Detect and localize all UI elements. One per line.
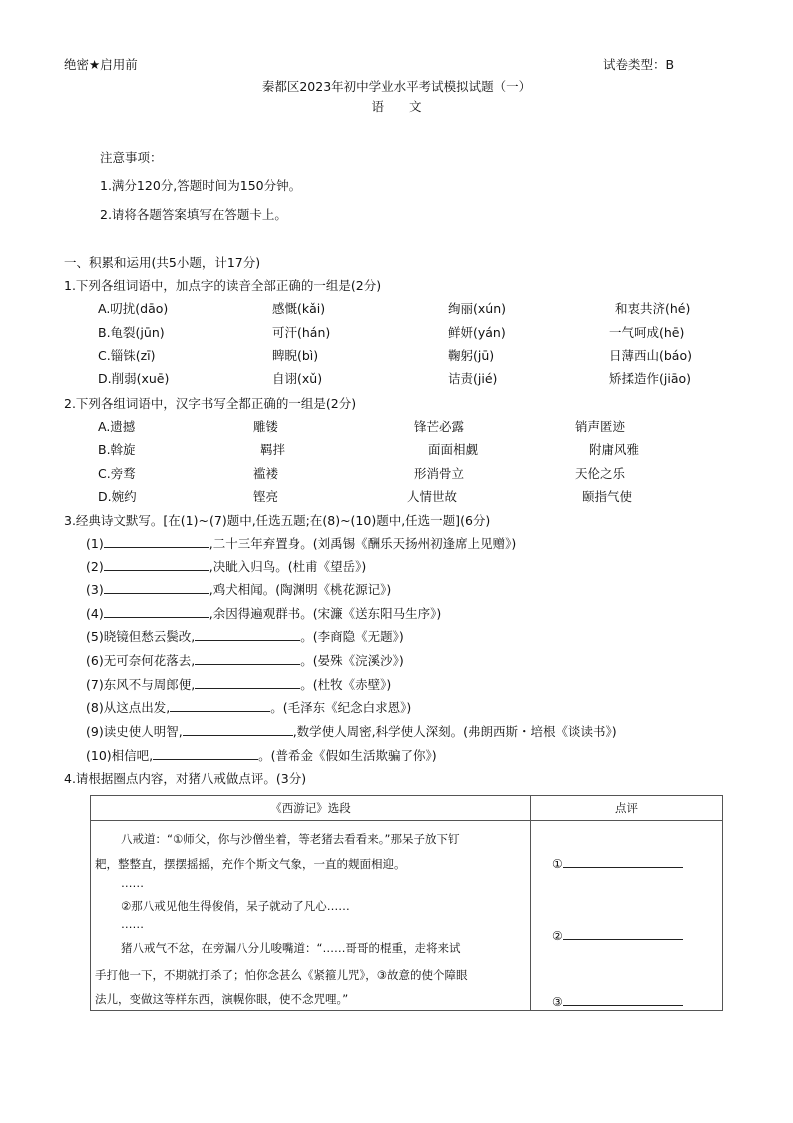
q1-option-c3: 鞠躬(jū) <box>448 348 495 363</box>
q2-option-b3: 面面相觑 <box>428 442 479 457</box>
q4-stem: 4.请根据圈点内容，对猪八戒做点评。(3分) <box>64 771 307 786</box>
q2-option-c1: C.旁骛 <box>98 466 136 481</box>
q1-option-b1: B.龟裂(jūn) <box>98 325 165 340</box>
q3-item-7: (7)东风不与周郎便, 。(杜牧《赤壁》) <box>86 677 392 692</box>
q2-option-d3: 人情世故 <box>407 489 458 504</box>
answer-blank[interactable] <box>563 927 683 940</box>
comment-answer-3: ③ <box>552 993 683 1009</box>
q3-item-5: (5)晓镜但愁云鬓改, 。(李商隐《无题》) <box>86 629 404 644</box>
notice-heading: 注意事项： <box>100 150 163 165</box>
comment-answer-1: ① <box>552 855 683 871</box>
excerpt-line: 猪八戒气不忿，在旁漏八分儿唆嘴道：“……哥哥的棍重，走将来试 <box>121 941 461 955</box>
q1-option-b4: 一气呵成(hē) <box>609 325 685 340</box>
q1-option-c1: C.锱铢(zī) <box>98 348 156 363</box>
excerpt-line: …… <box>121 876 144 890</box>
q3-item-6: (6)无可奈何花落去, 。(晏殊《浣溪沙》) <box>86 653 404 668</box>
q1-option-c2: 睥睨(bì) <box>272 348 319 363</box>
q3-item-10: (10)相信吧, 。(普希金《假如生活欺骗了你》) <box>86 748 437 763</box>
section-title: 一、积累和运用(共5小题，计17分) <box>64 255 261 270</box>
q3-item-4: (4) ,余因得遍观群书。(宋濂《送东阳马生序》) <box>86 606 442 621</box>
answer-blank[interactable] <box>104 581 209 594</box>
q1-stem: 1.下列各组词语中，加点字的读音全部正确的一组是(2分) <box>64 278 382 293</box>
q1-option-d1: D.削弱(xuē) <box>98 371 170 386</box>
q3-stem: 3.经典诗文默写。[在(1)~(7)题中,任选五题;在(8)~(10)题中,任选一题](6分) <box>64 513 491 528</box>
answer-blank[interactable] <box>563 855 683 868</box>
q2-option-c3: 形消骨立 <box>414 466 465 481</box>
q2-option-d4: 颐指气使 <box>582 489 633 504</box>
q2-option-c4: 天伦之乐 <box>575 466 626 481</box>
q2-option-b4: 附庸风雅 <box>589 442 640 457</box>
subject-title: 语 文 <box>371 99 422 114</box>
answer-blank[interactable] <box>195 628 300 641</box>
q1-option-d3: 诘责(jié) <box>448 371 498 386</box>
exam-title: 秦都区2023年初中学业水平考试模拟试题（一） <box>261 79 532 94</box>
q2-option-d2: 铿亮 <box>253 489 279 504</box>
excerpt-line: ②那八戒见他生得俊俏，呆子就动了凡心…… <box>121 899 350 913</box>
q2-option-b1: B.斡旋 <box>98 442 136 457</box>
q3-item-9: (9)读史使人明智, ,数学使人周密,科学使人深刻。(弗朗西斯・培根《谈读书》) <box>86 724 617 739</box>
answer-blank[interactable] <box>104 535 209 548</box>
q2-option-a3: 锋芒必露 <box>414 419 465 434</box>
q3-item-8: (8)从这点出发, 。(毛泽东《纪念白求恩》) <box>86 700 412 715</box>
confidential-label: 绝密★启用前 <box>64 57 138 72</box>
excerpt-line: …… <box>121 917 144 931</box>
q1-option-b3: 鲜妍(yán) <box>448 325 506 340</box>
q3-item-2: (2) ,决眦入归鸟。(杜甫《望岳》) <box>86 559 367 574</box>
q2-option-b2: 羁拌 <box>260 442 286 457</box>
q2-option-a4: 销声匿迹 <box>575 419 626 434</box>
answer-blank[interactable] <box>153 747 258 760</box>
q3-item-1: (1) ,二十三年弃置身。(刘禹锡《酬乐天扬州初逢席上见赠》) <box>86 536 517 551</box>
answer-blank[interactable] <box>104 558 209 571</box>
notice-item-1: 1.满分120分,答题时间为150分钟。 <box>100 178 302 193</box>
q2-option-c2: 褴褛 <box>253 466 279 481</box>
q3-item-3: (3) ,鸡犬相闻。(陶渊明《桃花源记》) <box>86 582 392 597</box>
excerpt-line: 八戒道：“①师父，你与沙僧坐着，等老猪去看看来。”那呆子放下钉 <box>121 832 460 846</box>
q1-option-c4: 日薄西山(báo) <box>609 348 692 363</box>
paper-type-label: 试卷类型：B <box>603 57 675 72</box>
q2-option-d1: D.婉约 <box>98 489 137 504</box>
answer-blank[interactable] <box>563 993 683 1006</box>
comment-answer-2: ② <box>552 927 683 943</box>
answer-blank[interactable] <box>195 676 300 689</box>
answer-blank[interactable] <box>104 605 209 618</box>
q1-option-a3: 绚丽(xún) <box>448 301 506 316</box>
excerpt-column-header: 《西游记》选段 <box>91 796 531 821</box>
comment-column-header: 点评 <box>531 796 723 821</box>
excerpt-line: 耙，整整直，摆摆摇摇，充作个斯文气象，一直的觌面相迎。 <box>95 857 406 871</box>
excerpt-line: 法儿，变做这等样东西，演幌你眼，使不念咒哩。” <box>95 992 349 1006</box>
q1-option-d4: 矫揉造作(jiāo) <box>609 371 692 386</box>
q2-option-a2: 雕镂 <box>253 419 279 434</box>
answer-blank[interactable] <box>170 699 270 712</box>
excerpt-cell <box>91 821 531 1011</box>
q1-option-a2: 感慨(kǎi) <box>272 301 326 316</box>
excerpt-table <box>90 795 723 1011</box>
comment-cell <box>531 821 723 1011</box>
q1-option-a4: 和衷共济(hé) <box>615 301 691 316</box>
q1-option-b2: 可汗(hán) <box>272 325 331 340</box>
answer-blank[interactable] <box>195 652 300 665</box>
answer-blank[interactable] <box>183 723 293 736</box>
notice-item-2: 2.请将各题答案填写在答题卡上。 <box>100 207 287 222</box>
q1-option-d2: 自诩(xǔ) <box>272 371 323 386</box>
q1-option-a1: A.叨扰(dāo) <box>98 301 169 316</box>
q2-stem: 2.下列各组词语中，汉字书写全都正确的一组是(2分) <box>64 396 357 411</box>
q2-option-a1: A.遗撼 <box>98 419 136 434</box>
excerpt-line: 手打他一下，不期就打杀了；怕你念甚么《紧箍儿咒》，③故意的使个障眼 <box>95 968 468 982</box>
